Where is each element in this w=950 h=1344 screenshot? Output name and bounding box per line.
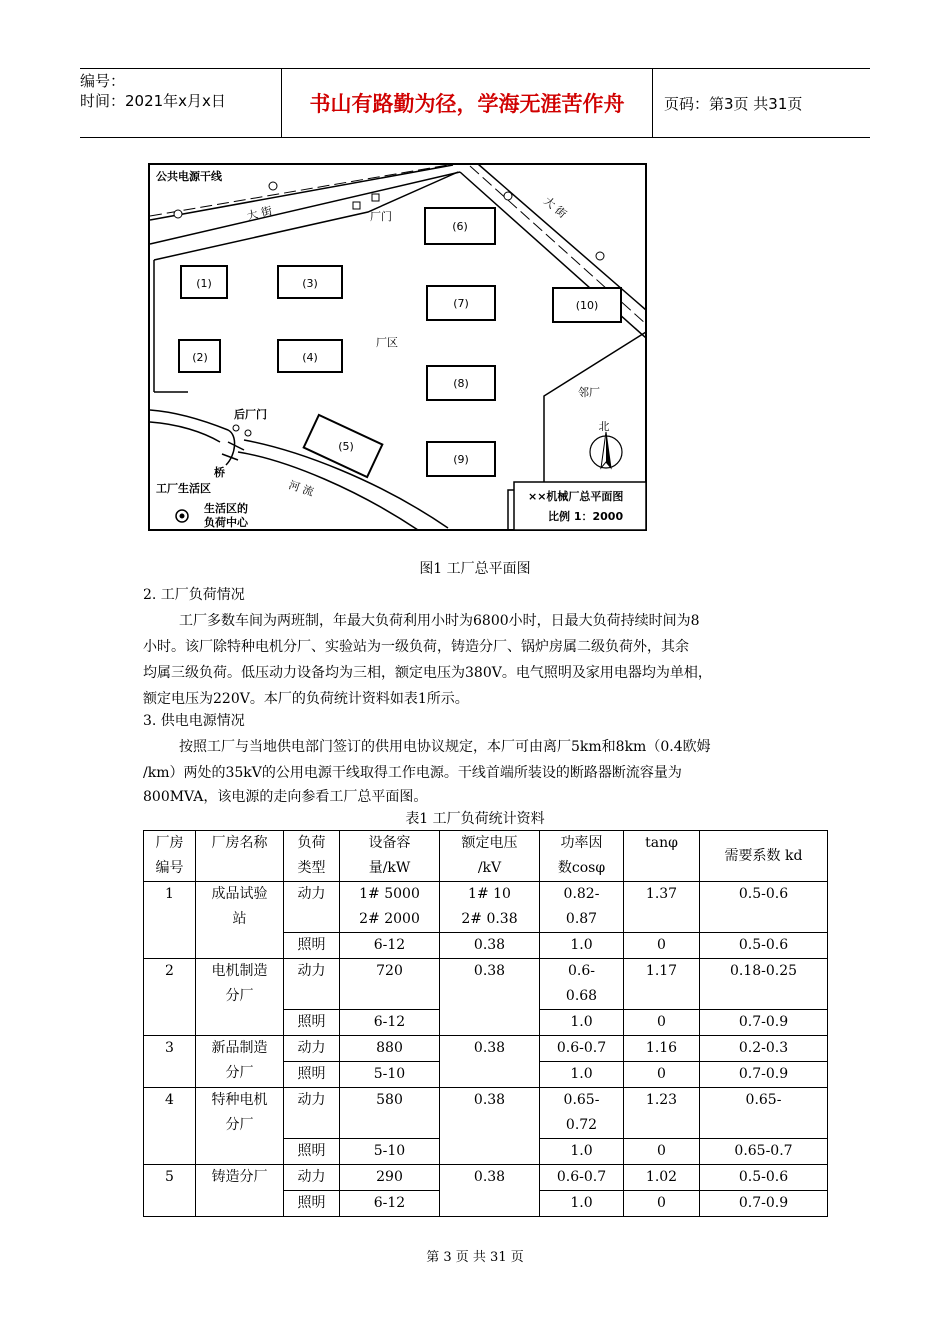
table-row: 照明 6-12 1.0 0 0.7-0.9 [144, 1010, 828, 1036]
section-3-line-3: 800MVA，该电源的走向参看工厂总平面图。 [143, 789, 428, 805]
document-time-label: 时间：2021年x月x日 [80, 92, 226, 110]
header-tan: tanφ [624, 831, 700, 882]
table-header-row [144, 831, 828, 882]
neighbor-factory-label: 邻厂 [578, 386, 600, 399]
header-page-label: 页码：第3页 共31页 [664, 94, 803, 113]
table-row: 1 成品试验 站 动力 1# 5000 2# 2000 1# 10 2# 0.38 0.82- 0.87 1.37 0.5-0.6 [144, 882, 828, 933]
table-row: 3 新品制造 分厂 动力 880 0.38 0.6-0.7 1.16 0.2-0.3 [144, 1036, 828, 1062]
section-3-line-2: /km）两处的35kV的公用电源干线取得工作电源。干线首端所装设的断路器断流容量为 [143, 765, 682, 781]
section-2-line-3: 均属三级负荷。低压动力设备均为三相，额定电压为380V。电气照明及家用电器均为单相， [143, 665, 712, 681]
load-statistics-table [143, 830, 828, 1217]
section-3-heading: 3. 供电电源情况 [143, 713, 245, 729]
back-gate-label: 后厂门 [234, 408, 267, 421]
plan-scale-label: 比例 1：2000 [548, 510, 624, 523]
figure-caption: 图1 工厂总平面图 [419, 561, 531, 577]
building-9-label: (9) [453, 453, 469, 466]
section-3-line-1: 按照工厂与当地供电部门签订的供用电协议规定，本厂可由离厂5km和8km（0.4欧姆 [179, 739, 711, 755]
section-2-heading: 2. 工厂负荷情况 [143, 587, 245, 603]
table-row: 照明 6-12 0.38 1.0 0 0.5-0.6 [144, 933, 828, 959]
building-1-label: (1) [196, 277, 212, 290]
street-left-label: 大 街 [245, 204, 274, 223]
header-meta [80, 69, 280, 139]
factory-site-plan [148, 160, 648, 532]
section-2-line-1: 工厂多数车间为两班制，年最大负荷利用小时为6800小时，日最大负荷持续时间为8 [179, 613, 700, 629]
gate-label: 厂门 [370, 210, 392, 223]
building-7-label: (7) [453, 297, 469, 310]
plan-title-label: ××机械厂总平面图 [528, 490, 624, 503]
load-center-label-line1: 生活区的 [204, 502, 248, 515]
load-center-icon [176, 510, 188, 522]
header-motto: 书山有路勤为径，学海无涯苦作舟 [281, 69, 653, 137]
section-2-line-4: 额定电压为220V。本厂的负荷统计资料如表1所示。 [143, 691, 469, 707]
table-title: 表1 工厂负荷统计资料 [405, 811, 545, 827]
table-row: 2 电机制造 分厂 动力 720 0.38 0.6- 0.68 1.17 0.18-0.25 [144, 959, 828, 1010]
north-arrow-icon [590, 432, 622, 468]
bridge-label: 桥 [214, 466, 225, 479]
table-row: 照明 5-10 1.0 0 0.65-0.7 [144, 1139, 828, 1165]
page-header [80, 68, 870, 138]
header-plant-name: 厂房名称 [196, 831, 284, 882]
header-power-factor: 功率因 数cosφ [540, 831, 624, 882]
page-footer: 第 3 页 共 31 页 [426, 1250, 524, 1265]
load-center-label-line2: 负荷中心 [204, 516, 248, 529]
building-4-label: (4) [302, 351, 318, 364]
table-row: 照明 5-10 1.0 0 0.7-0.9 [144, 1062, 828, 1088]
power-line-label: 公共电源干线 [156, 170, 222, 183]
section-2-line-2: 小时。该厂除特种电机分厂、实验站为一级负荷，铸造分厂、锅炉房属二级负荷外，其余 [143, 639, 689, 655]
header-demand-factor: 需要系数 kd [700, 831, 828, 882]
river-label: 河 流 [287, 478, 316, 499]
street-right-label: 大 街 [541, 194, 569, 221]
header-rated-voltage: 额定电压 /kV [440, 831, 540, 882]
building-8-label: (8) [453, 377, 469, 390]
document-number-label: 编号： [80, 72, 126, 90]
building-2-label: (2) [192, 351, 208, 364]
table-row: 照明 6-12 1.0 0 0.7-0.9 [144, 1191, 828, 1217]
table-row: 4 特种电机 分厂 动力 580 0.38 0.65- 0.72 1.23 0.65- [144, 1088, 828, 1139]
north-label: 北 [598, 420, 610, 433]
building-3-label: (3) [302, 277, 318, 290]
living-area-label: 工厂生活区 [156, 482, 211, 495]
header-load-type: 负荷 类型 [284, 831, 340, 882]
building-6-label: (6) [452, 220, 468, 233]
building-5-label: (5) [338, 440, 354, 453]
header-plant-no: 厂房 编号 [144, 831, 196, 882]
table-row: 5 铸造分厂 动力 290 0.38 0.6-0.7 1.02 0.5-0.6 [144, 1165, 828, 1191]
building-10-label: (10) [575, 299, 599, 312]
factory-area-label: 厂区 [376, 336, 398, 349]
header-capacity: 设备容 量/kW [340, 831, 440, 882]
